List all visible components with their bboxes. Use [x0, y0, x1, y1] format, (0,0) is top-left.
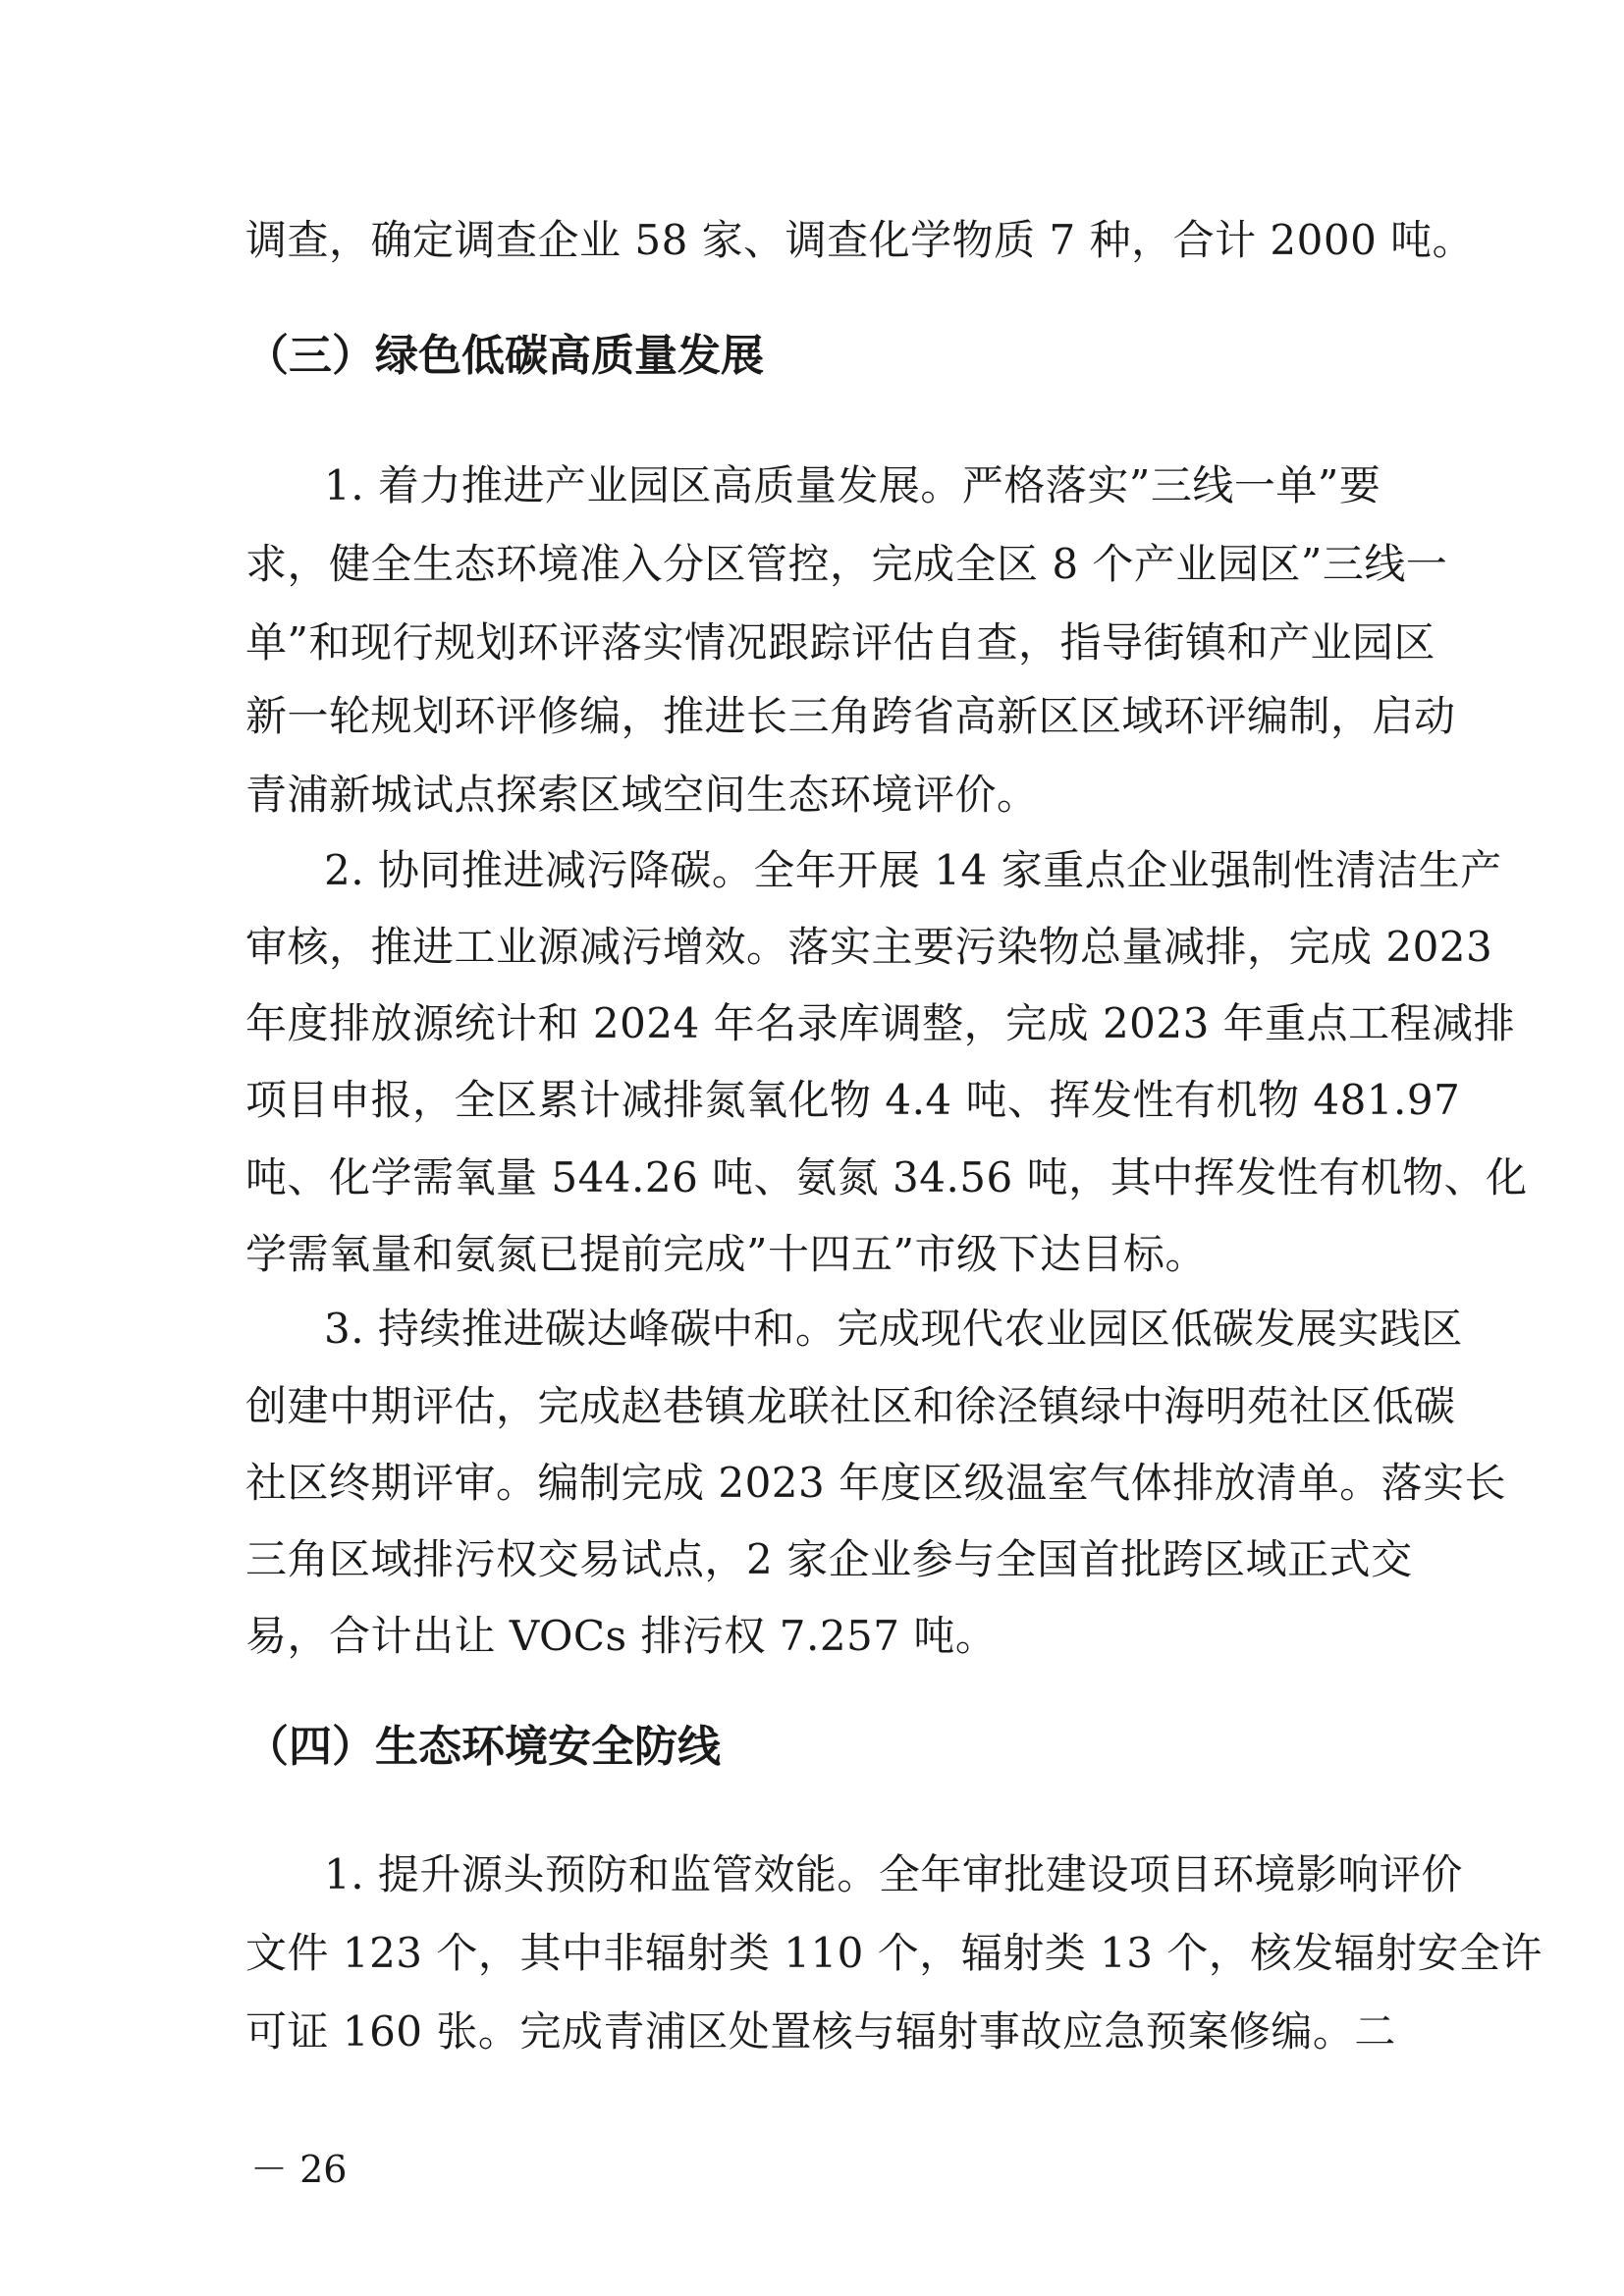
paragraph-line: 审核，推进工业源减污增效。落实主要污染物总量减排，完成 2023: [245, 923, 1493, 971]
paragraph-line: 单”和现行规划环评落实情况跟踪评估自查，指导街镇和产业园区: [245, 618, 1435, 667]
paragraph-line: 创建中期评估，完成赵巷镇龙联社区和徐泾镇绿中海明苑社区低碳: [245, 1382, 1456, 1430]
paragraph-line: 新一轮规划环评修编，推进长三角跨省高新区区域环评编制，启动: [245, 692, 1456, 740]
page-number: － 26: [250, 2148, 348, 2191]
paragraph-line: 可证 160 张。完成青浦区处置核与辐射事故应急预案修编。二: [245, 2007, 1396, 2056]
paragraph-line: 社区终期评审。编制完成 2023 年度区级温室气体排放清单。落实长: [245, 1459, 1507, 1507]
paragraph-line: 项目申报，全区累计减排氮氧化物 4.4 吨、挥发性有机物 481.97: [245, 1076, 1461, 1124]
section-heading-4: （四）生态环境安全防线: [245, 1722, 721, 1772]
paragraph-line: 年度排放源统计和 2024 年名录库调整，完成 2023 年重点工程减排: [245, 999, 1516, 1047]
paragraph-line: 3. 持续推进碳达峰碳中和。完成现代农业园区低碳发展实践区: [324, 1305, 1463, 1353]
paragraph-line: 2. 协同推进减污降碳。全年开展 14 家重点企业强制性清洁生产: [324, 846, 1502, 894]
paragraph-line: 1. 着力推进产业园区高质量发展。严格落实”三线一单”要: [324, 461, 1381, 509]
paragraph-line: 学需氧量和氨氮已提前完成”十四五”市级下达目标。: [245, 1230, 1207, 1278]
paragraph-line: 三角区域排污权交易试点，2 家企业参与全国首批跨区域正式交: [245, 1535, 1413, 1583]
paragraph-line: 文件 123 个，其中非辐射类 110 个，辐射类 13 个，核发辐射安全许: [245, 1929, 1543, 1977]
section-heading-3: （三）绿色低碳高质量发展: [245, 331, 764, 381]
paragraph-line: 易，合计出让 VOCs 排污权 7.257 吨。: [245, 1612, 998, 1660]
paragraph-line: 吨、化学需氧量 544.26 吨、氨氮 34.56 吨，其中挥发性有机物、化: [245, 1153, 1528, 1201]
paragraph-line: 求，健全生态环境准入分区管控，完成全区 8 个产业园区”三线一: [245, 540, 1448, 588]
paragraph-line: 1. 提升源头预防和监管效能。全年审批建设项目环境影响评价: [324, 1850, 1463, 1898]
paragraph-line: 青浦新城试点探索区域空间生态环境评价。: [245, 771, 1039, 819]
paragraph-line: 调查，确定调查企业 58 家、调查化学物质 7 种，合计 2000 吨。: [245, 216, 1475, 264]
